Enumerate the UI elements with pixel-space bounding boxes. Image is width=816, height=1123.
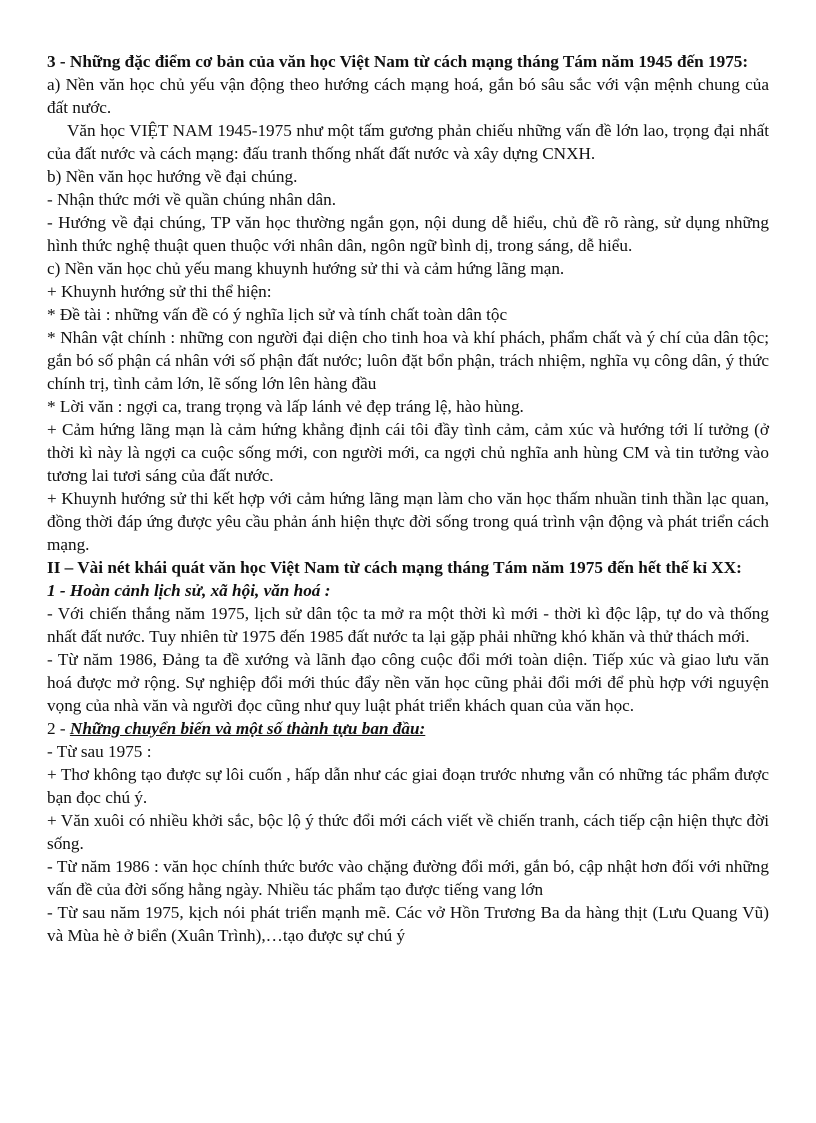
point-b: b) Nền văn học hướng về đại chúng.	[47, 167, 298, 186]
subsection-2-paragraph-3: + Văn xuôi có nhiều khởi sắc, bộc lộ ý thức đổi mới cách viết về chiến tranh, cách tiếp cận hiện thực đời sống.	[47, 811, 769, 853]
subsection-2-number: 2 -	[47, 719, 70, 738]
subsection-2-title: Những chuyển biến và một số thành tựu ban đầu:	[69, 719, 426, 738]
point-c-item-3: * Nhân vật chính : những con người đại diện cho tinh hoa và khí phách, phẩm chất và ý chí của dân tộc; gắn bó số phận cá nhân với số phận đất nước; luôn đặt bổn phận, trách nhiệm, nghĩa vụ công dân, ý thức chính trị, tình cảm lớn, lẽ sống lớn lên hàng đầu	[47, 328, 769, 393]
point-c-item-4: * Lời văn : ngợi ca, trang trọng và lấp lánh vẻ đẹp tráng lệ, hào hùng.	[47, 397, 524, 416]
point-c-item-1: + Khuynh hướng sử thi thể hiện:	[47, 282, 272, 301]
point-a-paragraph: Văn học VIỆT NAM 1945-1975 như một tấm gương phản chiếu những vấn đề lớn lao, trọng đại nhất của đất nước và cách mạng: đấu tranh thống nhất đất nước và xây dựng CNXH.	[47, 121, 769, 163]
section-ii-heading: II – Vài nét khái quát văn học Việt Nam từ cách mạng tháng Tám năm 1975 đến hết thế kỉ XX:	[47, 558, 742, 577]
point-c-item-6: + Khuynh hướng sử thi kết hợp với cảm hứng lãng mạn làm cho văn học thấm nhuần tinh thần lạc quan, đồng thời đáp ứng được yêu cầu phản ánh hiện thực đời sống trong quá trình vận động và phát triển cách mạng.	[47, 489, 769, 554]
subsection-2-paragraph-2: + Thơ không tạo được sự lôi cuốn , hấp dẫn như các giai đoạn trước nhưng vẫn có những tác phẩm được bạn đọc chú ý.	[47, 765, 769, 807]
subsection-1-paragraph-2: - Từ năm 1986, Đảng ta đề xướng và lãnh đạo công cuộc đổi mới toàn diện. Tiếp xúc và giao lưu văn hoá được mở rộng. Sự nghiệp đổi mới thúc đẩy nền văn học cũng phải đổi mới để phù hợp với nguyện vọng của nhà văn và người đọc cũng như quy luật phát triển khách quan của văn học.	[47, 650, 769, 715]
section-3-title: - Những đặc điểm cơ bản của văn học Việt Nam từ cách mạng tháng Tám năm 1945 đến 1975:	[55, 52, 749, 71]
point-c: c) Nền văn học chủ yếu mang khuynh hướng sử thi và cảm hứng lãng mạn.	[47, 259, 565, 278]
subsection-2-heading	[47, 717, 769, 740]
subsection-1-paragraph-1: - Với chiến thắng năm 1975, lịch sử dân tộc ta mở ra một thời kì mới - thời kì độc lập, tự do và thống nhất đất nước. Tuy nhiên từ 1975 đến 1985 đất nước ta lại gặp phải những khó khăn và thử thách mới.	[47, 604, 769, 646]
subsection-1-heading: 1 - Hoàn cảnh lịch sử, xã hội, văn hoá :	[47, 581, 331, 600]
section-3-number: 3	[47, 52, 56, 71]
subsection-2-paragraph-5: - Từ sau năm 1975, kịch nói phát triển mạnh mẽ. Các vở Hồn Trương Ba da hàng thịt (Lưu Quang Vũ) và Mùa hè ở biển (Xuân Trình),…tạo được sự chú ý	[47, 903, 769, 945]
point-a: a) Nền văn học chủ yếu vận động theo hướng cách mạng hoá, gắn bó sâu sắc với vận mệnh chung của đất nước.	[47, 75, 769, 117]
subsection-2-paragraph-4: - Từ năm 1986 : văn học chính thức bước vào chặng đường đổi mới, gắn bó, cập nhật hơn đối với những vấn đề của đời sống hằng ngày. Nhiều tác phẩm tạo được tiếng vang lớn	[47, 857, 769, 899]
point-c-item-5: + Cảm hứng lãng mạn là cảm hứng khẳng định cái tôi đầy tình cảm, cảm xúc và hướng tới lí tưởng (ở thời kì này là ngợi ca cuộc sống mới, con người mới, ca ngợi chủ nghĩa anh hùng CM và tin tưởng vào tương lai tươi sáng của đất nước.	[47, 420, 769, 485]
point-b-item-2: - Hướng về đại chúng, TP văn học thường ngắn gọn, nội dung dễ hiểu, chủ đề rõ ràng, sử dụng những hình thức nghệ thuật quen thuộc với nhân dân, ngôn ngữ bình dị, trong sáng, dễ hiểu.	[47, 213, 769, 255]
document-page	[47, 50, 769, 947]
point-c-item-2: * Đề tài : những vấn đề có ý nghĩa lịch sử và tính chất toàn dân tộc	[47, 305, 508, 324]
section-3-heading	[47, 50, 769, 73]
subsection-2-paragraph-1: - Từ sau 1975 :	[47, 742, 152, 761]
point-b-item-1: - Nhận thức mới về quần chúng nhân dân.	[47, 190, 337, 209]
